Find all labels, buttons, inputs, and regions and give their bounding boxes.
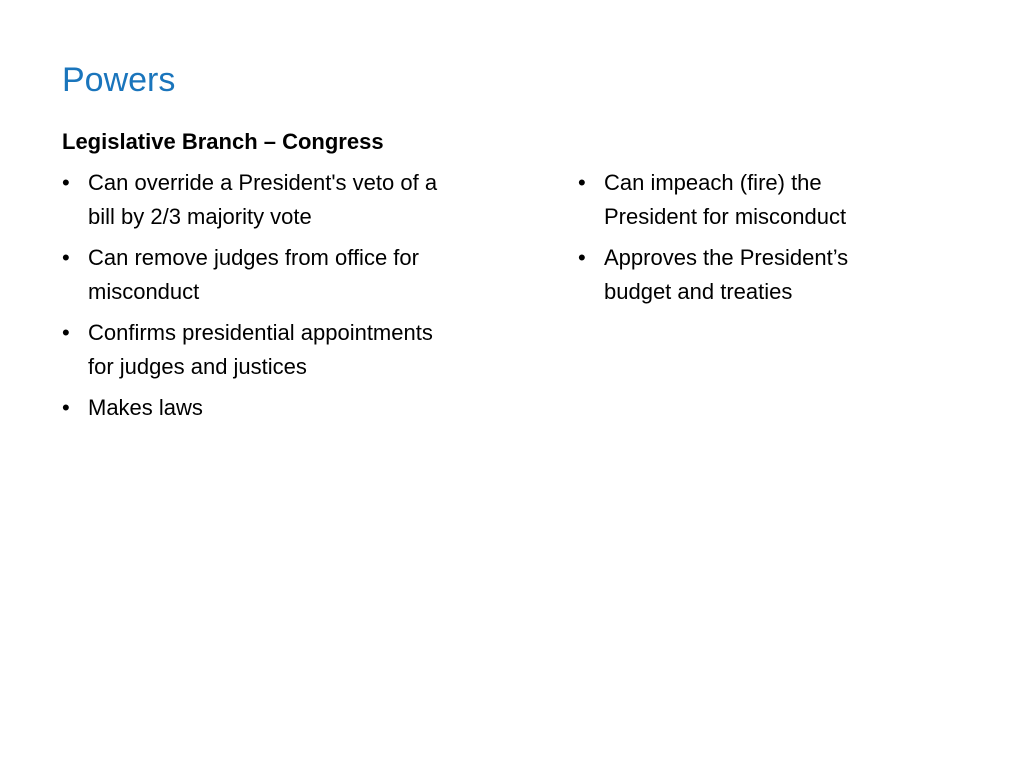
bullet-text: Can override a President's veto of a bill by 2/3 majority vote [88,170,438,229]
bullet-item [62,166,462,234]
right-bullet-list [578,166,918,316]
bullet-text: Approves the President’s budget and treaties [604,245,849,304]
bullet-icon: • [62,395,70,420]
bullet-icon: • [62,320,70,345]
bullet-item [578,241,918,309]
bullet-text: Can impeach (fire) the President for misconduct [604,170,847,229]
section-heading: Legislative Branch – Congress [62,129,384,154]
bullet-icon: • [578,170,586,195]
bullet-text: Can remove judges from office for misconduct [88,245,419,304]
left-bullet-list [62,166,462,432]
bullet-item [62,391,462,425]
bullet-item [62,316,462,384]
slide-title: Powers [62,61,176,99]
bullet-icon: • [62,170,70,195]
bullet-text: Confirms presidential appointments for judges and justices [88,320,433,379]
bullet-icon: • [62,245,70,270]
bullet-item [62,241,462,309]
bullet-icon: • [578,245,586,270]
bullet-item [578,166,918,234]
bullet-text: Makes laws [88,395,203,420]
